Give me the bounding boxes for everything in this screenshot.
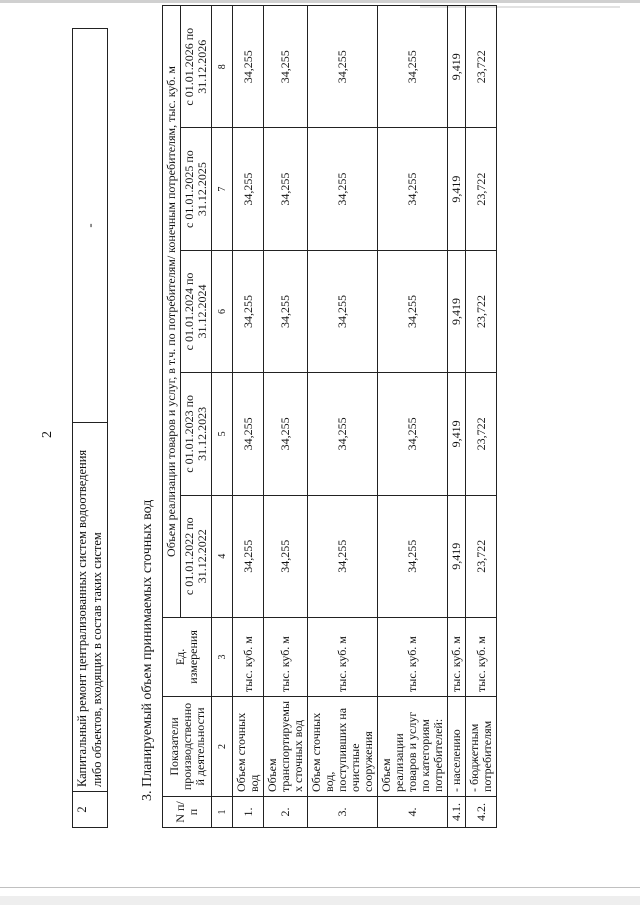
header-volume-group: Объем реализации товаров и услуг, в т.ч. по потребителям/ конечным потребителям, тыс. куб. м xyxy=(163,6,181,618)
row-number: 4.1. xyxy=(448,797,466,828)
row-number: 2 xyxy=(73,792,108,828)
value-cell: 34,255 xyxy=(378,128,448,250)
capital-repair-table xyxy=(72,28,108,828)
value-cell: 34,255 xyxy=(378,250,448,372)
page-number: 2 xyxy=(40,431,55,438)
row-number: 4.2. xyxy=(466,797,497,828)
value-cell: 34,255 xyxy=(233,373,264,495)
table-row xyxy=(233,6,264,828)
table-row xyxy=(378,6,448,828)
indicator-name: Объем реализации товаров и услуг по категориям потребителей: xyxy=(378,696,448,796)
indicator-name: Объем сточных вод xyxy=(233,696,264,796)
column-number-row xyxy=(212,6,233,828)
row-value: - xyxy=(73,29,108,423)
unit-cell: тыс. куб. м xyxy=(264,617,308,696)
column-number: 8 xyxy=(212,6,233,128)
value-cell: 9,419 xyxy=(448,373,466,495)
period-header: с 01.01.2025 по 31.12.2025 xyxy=(181,128,212,250)
row-number: 2. xyxy=(264,797,308,828)
value-cell: 9,419 xyxy=(448,250,466,372)
wastewater-volume-table xyxy=(162,5,497,828)
value-cell: 34,255 xyxy=(233,495,264,617)
value-cell: 23,722 xyxy=(466,128,497,250)
unit-cell: тыс. куб. м xyxy=(466,617,497,696)
value-cell: 34,255 xyxy=(264,128,308,250)
column-number: 1 xyxy=(212,797,233,828)
value-cell: 23,722 xyxy=(466,373,497,495)
value-cell: 23,722 xyxy=(466,6,497,128)
value-cell: 23,722 xyxy=(466,495,497,617)
column-number: 4 xyxy=(212,495,233,617)
value-cell: 34,255 xyxy=(308,495,378,617)
table-row xyxy=(466,6,497,828)
value-cell: 34,255 xyxy=(264,373,308,495)
table-body xyxy=(233,6,497,828)
value-cell: 34,255 xyxy=(264,495,308,617)
column-number: 3 xyxy=(212,617,233,696)
table-row xyxy=(448,6,466,828)
value-cell: 34,255 xyxy=(264,250,308,372)
row-description: Капитальный ремонт централизованных систем водоотведения либо объектов, входящих в состав таких систем xyxy=(73,423,108,792)
column-number: 7 xyxy=(212,128,233,250)
unit-cell: тыс. куб. м xyxy=(378,617,448,696)
column-number: 6 xyxy=(212,250,233,372)
table-row xyxy=(308,6,378,828)
header-num: N п/п xyxy=(163,797,212,828)
value-cell: 9,419 xyxy=(448,128,466,250)
row-number: 3. xyxy=(308,797,378,828)
header-unit: Ед. измерения xyxy=(163,617,212,696)
value-cell: 34,255 xyxy=(233,128,264,250)
period-header: с 01.01.2022 по 31.12.2022 xyxy=(181,495,212,617)
value-cell: 34,255 xyxy=(308,250,378,372)
header-indicator: Показатели производственно й деятельности xyxy=(163,696,212,796)
value-cell: 34,255 xyxy=(233,6,264,128)
value-cell: 34,255 xyxy=(233,250,264,372)
value-cell: 34,255 xyxy=(308,373,378,495)
value-cell: 34,255 xyxy=(378,373,448,495)
value-cell: 34,255 xyxy=(308,128,378,250)
value-cell: 34,255 xyxy=(308,6,378,128)
value-cell: 9,419 xyxy=(448,6,466,128)
value-cell: 34,255 xyxy=(264,6,308,128)
indicator-name: Объем транспортируемы х сточных вод xyxy=(264,696,308,796)
column-number: 5 xyxy=(212,373,233,495)
value-cell: 23,722 xyxy=(466,250,497,372)
period-header: с 01.01.2024 по 31.12.2024 xyxy=(181,250,212,372)
header-row xyxy=(163,6,181,828)
unit-cell: тыс. куб. м xyxy=(448,617,466,696)
value-cell: 34,255 xyxy=(378,495,448,617)
period-header: с 01.01.2023 по 31.12.2023 xyxy=(181,373,212,495)
indicator-name: - бюджетным потребителям xyxy=(466,696,497,796)
indicator-name: - населению xyxy=(448,696,466,796)
unit-cell: тыс. куб. м xyxy=(233,617,264,696)
column-number: 2 xyxy=(212,696,233,796)
period-header: с 01.01.2026 по 31.12.2026 xyxy=(181,6,212,128)
value-cell: 9,419 xyxy=(448,495,466,617)
unit-cell: тыс. куб. м xyxy=(308,617,378,696)
value-cell: 34,255 xyxy=(378,6,448,128)
indicator-name: Объем сточных вод, поступивших на очистные сооружения xyxy=(308,696,378,796)
table-row xyxy=(264,6,308,828)
row-number: 4. xyxy=(378,797,448,828)
section-title: 3. Планируемый объем принимаемых сточных вод xyxy=(140,499,155,801)
table-row xyxy=(73,29,108,828)
row-number: 1. xyxy=(233,797,264,828)
